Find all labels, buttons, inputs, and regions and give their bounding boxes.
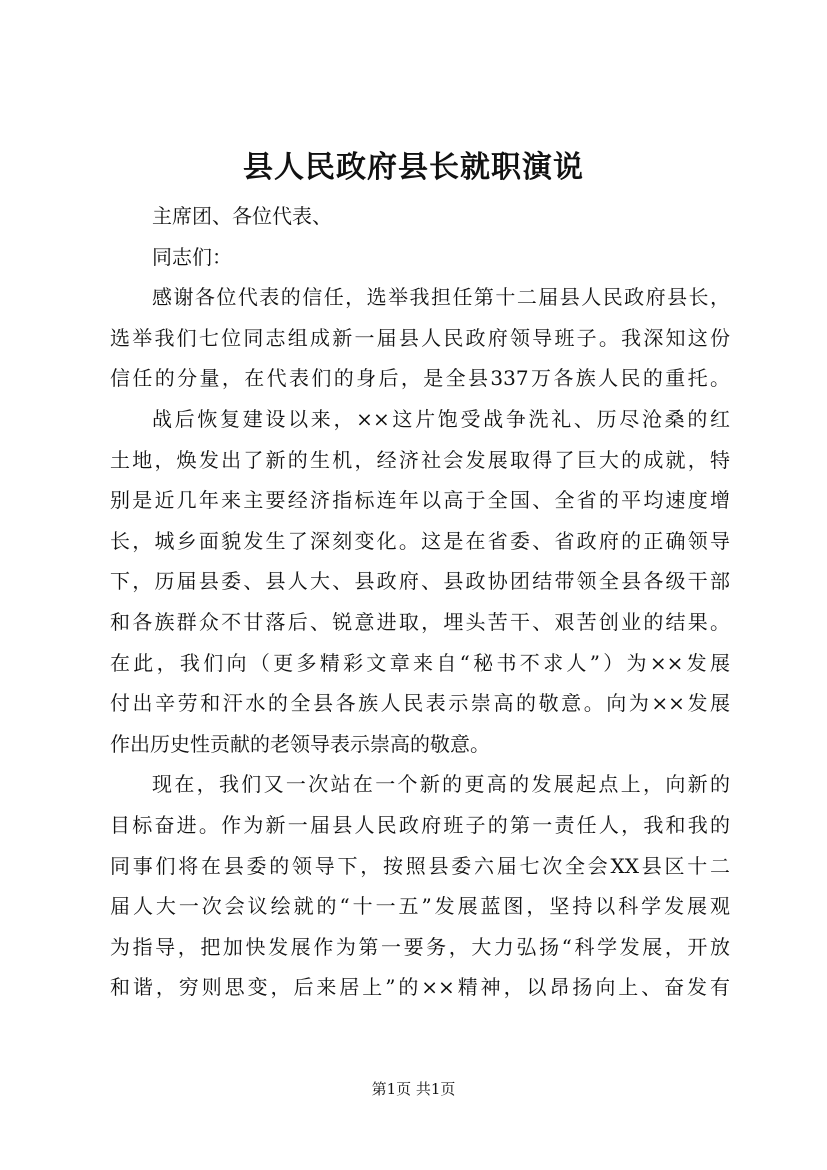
- paragraph-line: 别是近几年来主要经济指标连年以高于全国、全省的平均速度增: [110, 488, 730, 513]
- document-body: [110, 196, 730, 1008]
- paragraph-line: 现在，我们又一次站在一个新的更高的发展起点上，向新的: [152, 772, 730, 797]
- salutation-line: 主席团、各位代表、: [152, 204, 332, 228]
- paragraph-line: 选举我们七位同志组成新一届县人民政府领导班子。我深知这份: [110, 325, 730, 350]
- paragraph-line: 在此，我们向（更多精彩文章来自“秘书不求人”）为××发展: [110, 650, 730, 675]
- page-footer: 第1页 共1页: [371, 1080, 456, 1098]
- paragraph-line: 和各族群众不甘落后、锐意进取，埋头苦干、艰苦创业的结果。: [110, 609, 730, 634]
- paragraph-line: 信任的分量，在代表们的身后，是全县337万各族人民的重托。: [110, 366, 730, 391]
- paragraph-line: 战后恢复建设以来，××这片饱受战争洗礼、历尽沧桑的红: [152, 406, 730, 431]
- paragraph-line: 届人大一次会议绘就的“十一五”发展蓝图，坚持以科学发展观: [110, 894, 730, 919]
- paragraph-line: 和谐，穷则思变，后来居上”的××精神，以昂扬向上、奋发有: [110, 975, 730, 1000]
- document-title: 县人民政府县长就职演说: [243, 150, 584, 185]
- paragraph-line: 下，历届县委、县人大、县政府、县政协团结带领全县各级干部: [110, 569, 730, 594]
- paragraph-line: 为指导，把加快发展作为第一要务，大力弘扬“科学发展，开放: [110, 934, 730, 959]
- paragraph-line: 感谢各位代表的信任，选举我担任第十二届县人民政府县长，: [152, 285, 730, 310]
- paragraph-line: 付出辛劳和汗水的全县各族人民表示崇高的敬意。向为××发展: [110, 691, 730, 716]
- paragraph-line: 目标奋进。作为新一届县人民政府班子的第一责任人，我和我的: [110, 812, 730, 837]
- paragraph-line: 作出历史性贡献的老领导表示崇高的敬意。: [110, 731, 490, 756]
- paragraph-line: 同事们将在县委的领导下，按照县委六届七次全会XX县区十二: [110, 853, 730, 878]
- paragraph-line: 长，城乡面貌发生了深刻变化。这是在省委、省政府的正确领导: [110, 528, 730, 553]
- salutation-line: 同志们：: [152, 244, 232, 269]
- paragraph-line: 土地，焕发出了新的生机，经济社会发展取得了巨大的成就，特: [110, 447, 730, 472]
